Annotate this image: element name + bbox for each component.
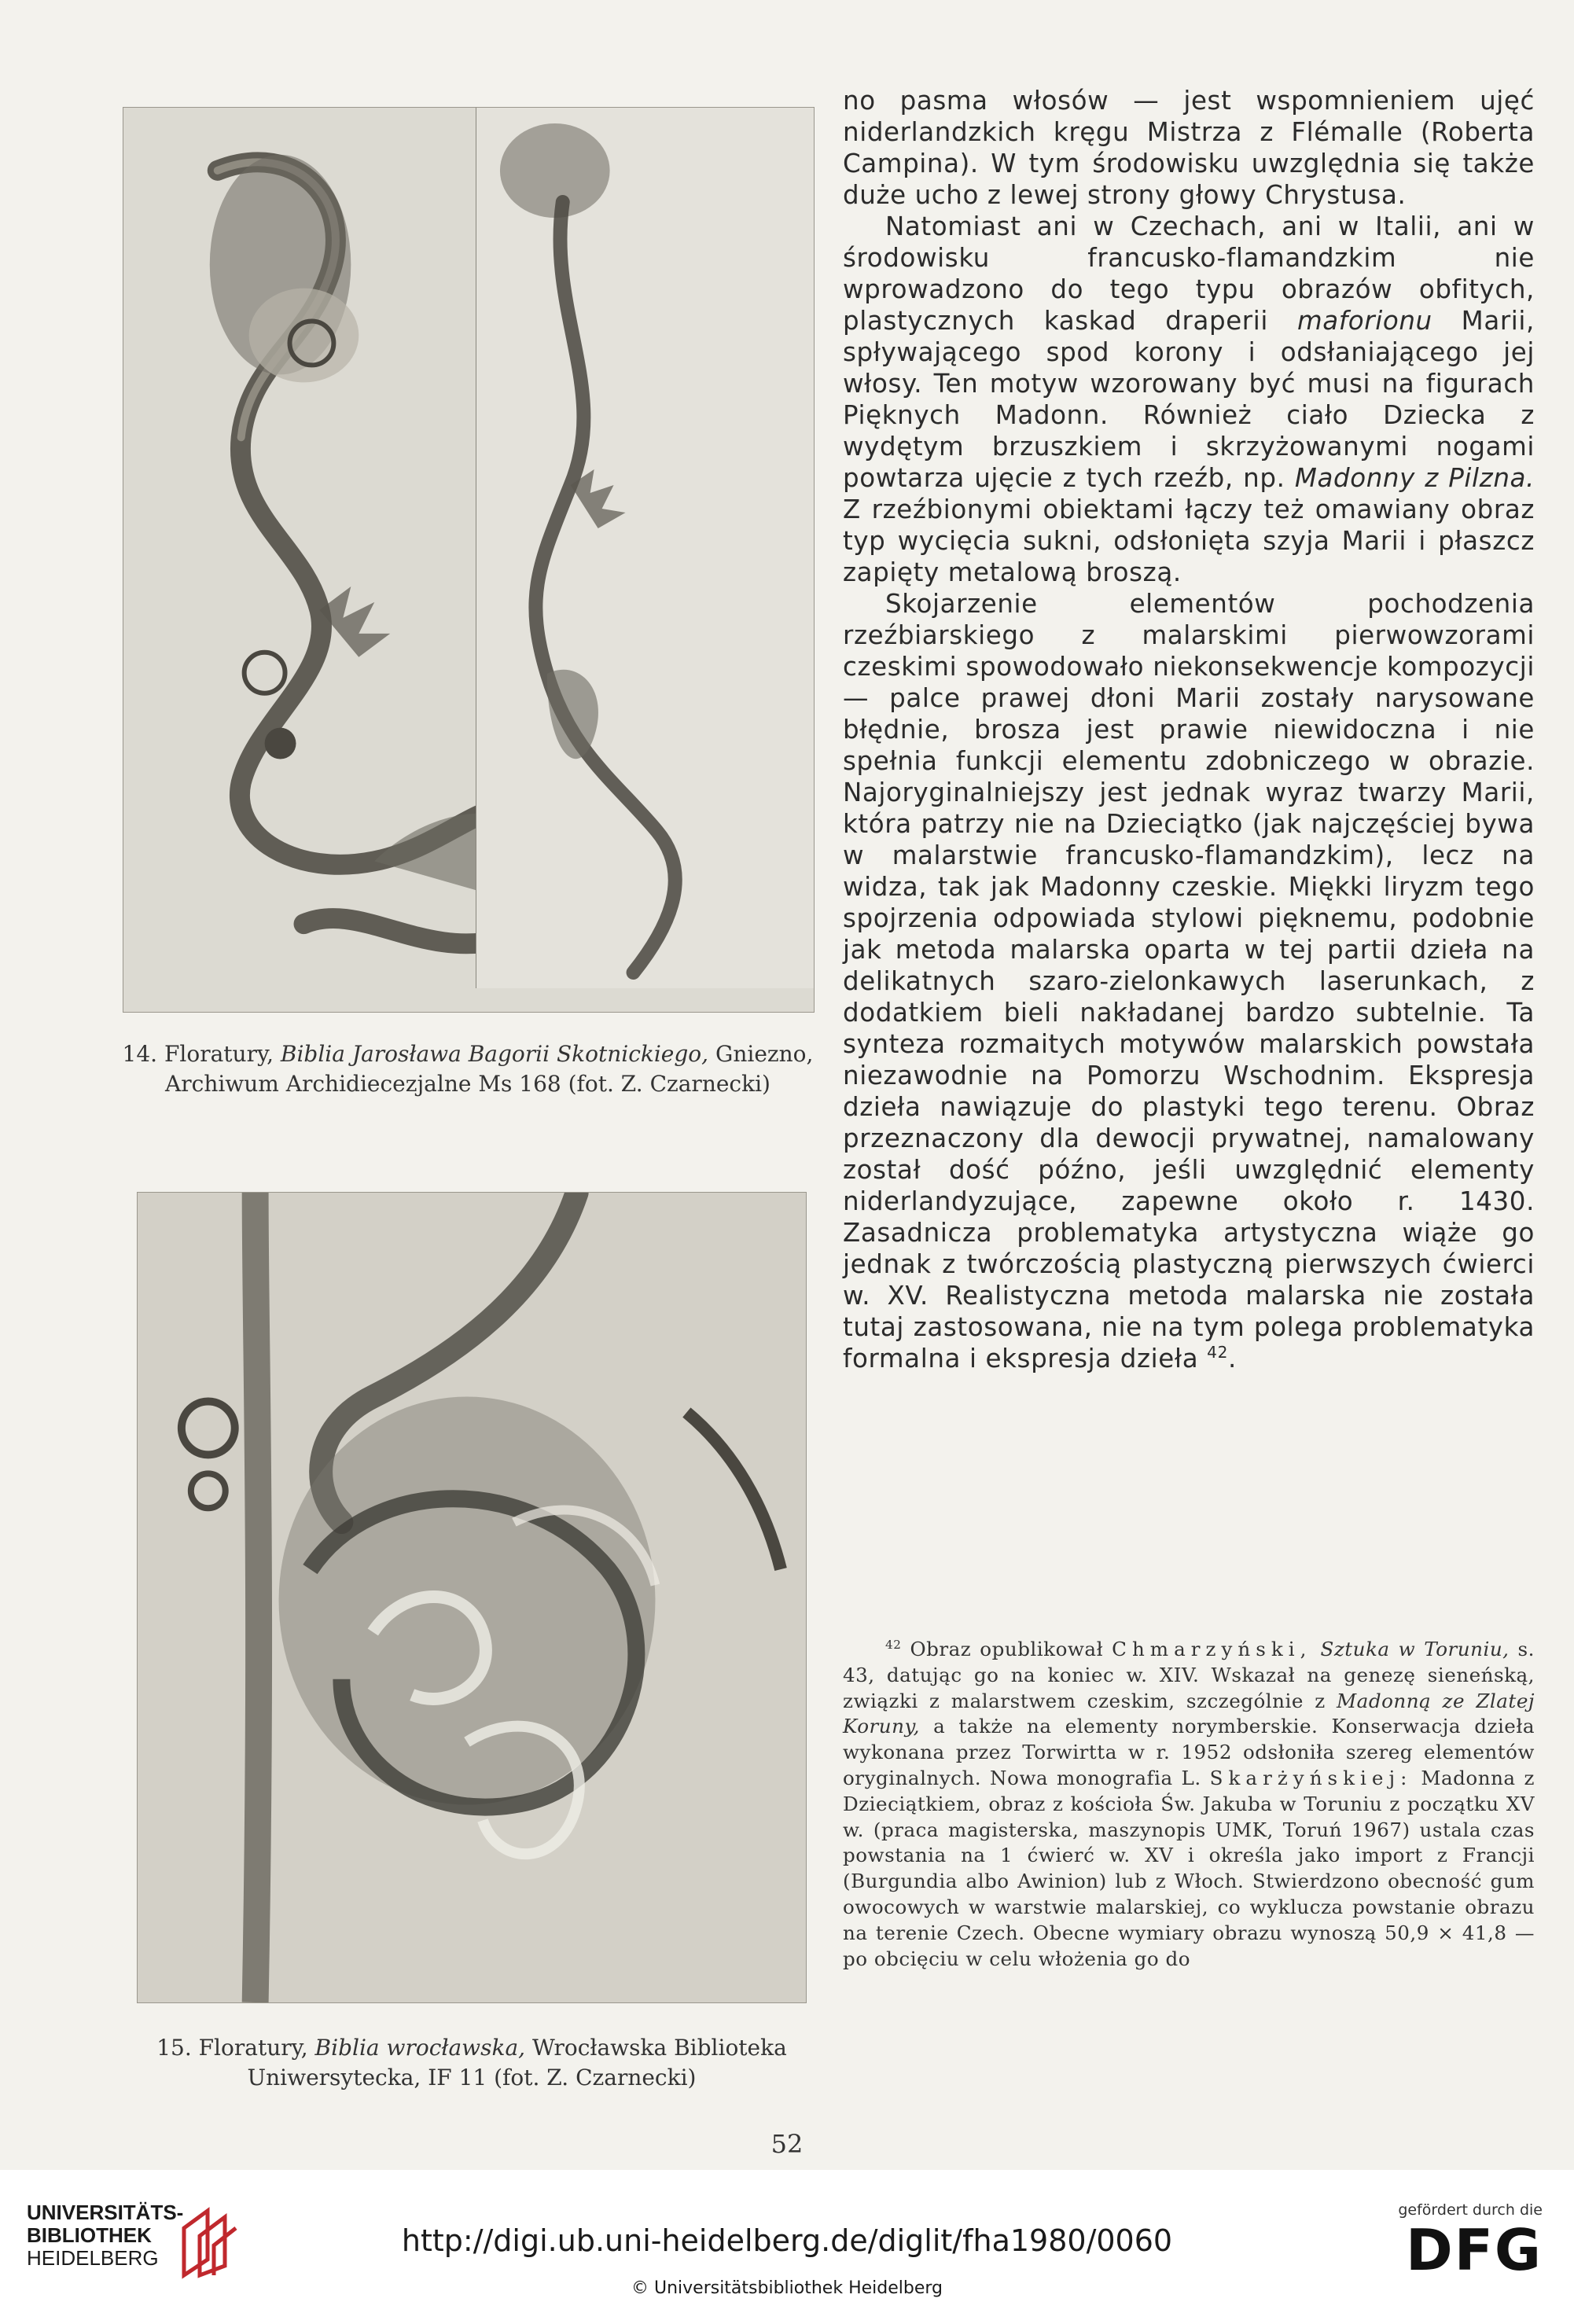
caption-rest: Gniezno, Archiwum Archidiecezjalne Ms 168 (fot. Z. Czarnecki) — [165, 1041, 814, 1097]
paragraph-2-text: Natomiast ani w Czechach, ani w Italii, ani w środowisku francusko-flamandzkim nie wprowadzono do tego typu obrazów obfitych, plastycznych kaskad draperii — [843, 211, 1535, 336]
paragraph-2 — [843, 211, 1535, 588]
funded-by-label: gefördert durch die — [1398, 2201, 1543, 2219]
caption-title: Biblia wrocławska, — [314, 2035, 526, 2061]
caption-title: Biblia Jarosława Bagorii Skotnickiego, — [280, 1041, 709, 1067]
body-text-column — [843, 85, 1535, 1374]
caption-number: 14. — [122, 1041, 158, 1067]
copyright-notice: © Universitätsbibliothek Heidelberg — [631, 2278, 943, 2298]
figure-14-inset-panel — [476, 108, 815, 988]
paragraph-3 — [843, 588, 1535, 1374]
floratura-leaf-illustration — [476, 108, 815, 988]
footnote-text: s. 43, datując go na koniec w. XIV. Wskazał na genezę sieneńską, związki z malarstwem czeskim, szczególnie z — [843, 1638, 1535, 1712]
paragraph-2-text: Z rzeźbionymi obiektami łączy też omawiany obraz typ wycięcia sukni, odsłonięta szyja Marii i płaszcz zapięty metalową broszą. — [843, 495, 1535, 587]
footnote-text: a także na elementy norymberskie. Konserwacja dzieła wykonana przez Torwirtta w r. 1952 odsłoniła szereg elementów oryginalnych. Nowa monografia L. — [843, 1715, 1535, 1789]
footnote-author: Chmarzyński, — [1112, 1638, 1312, 1660]
footnote-author: Skarżyńskiej: — [1209, 1766, 1413, 1789]
permalink-url[interactable]: http://digi.ub.uni-heidelberg.de/diglit/fha1980/0060 — [401, 2223, 1173, 2258]
caption-number: 15. — [156, 2035, 192, 2061]
paragraph-2-italic-title: Madonny z Pilzna. — [1294, 463, 1535, 493]
page-number: 52 — [770, 2129, 804, 2159]
paragraph-3-text: Skojarzenie elementów pochodzenia rzeźbiarskiego z malarskimi pierwowzorami czeskimi spowodowało niekonsekwencje kompozycji — palce prawej dłoni Marii zostały narysowane błędnie, brosza jest prawie niewidoczna i nie spełnia funkcji elementu zdobniczego w obrazie. Najoryginalniejszy jest jednak wyraz twarzy Marii, która patrzy nie na Dzieciątko (jak najczęściej bywa w malarstwie francusko-flamandzkim), lecz na widza, tak jak Madonny czeskie. Miękki liryzm tego spojrzenia odpowiada stylowi pięknemu, podobnie jak metoda malarska oparta w tej partii dzieła na delikatnych szaro-zielonkawych laserunkach, z dodatkiem bieli nakładanej bardzo subtelnie. Ta synteza rozmaitych motywów malarskich powstała niezawodnie na Pomorzu Wschodnim. Ekspresja dzieła nawiązuje do plastyki tego terenu. Obraz przeznaczony dla dewocji prywatnej, namalowany został dość późno, jeśli uwzględnić elementy niderlandyzujące, zapewne około r. 1430. Zasadnicza problematyka artystyczna wiąże go jednak z twórczością plastyczną pierwszych ćwierci w. XV. Realistyczna metoda malarska nie została tutaj zastosowana, nie na tym polega problematyka formalna i ekspresja dzieła — [843, 589, 1535, 1373]
paragraph-3-end: . — [1228, 1344, 1237, 1373]
footnote-title: Sztuka w Toruniu, — [1311, 1638, 1510, 1660]
footnote-reference[interactable]: 42 — [1207, 1343, 1229, 1362]
footnote-number: 42 — [885, 1637, 902, 1652]
dfg-logo — [1377, 2201, 1543, 2304]
figure-14-image — [123, 107, 815, 1013]
footnote-text: Madonna z Dzieciątkiem, obraz z kościoła Św. Jakuba w Toruniu z początku XV w. (praca magisterska, maszynopis UMK, Toruń 1967) ustala czas powstania na 1 ćwierć w. XV i określa jako import z Francji (Burgundia albo Awinion) lub z Włoch. Stwierdzono obecność gum owocowych w warstwie malarskiej, co wyklucza powstanie obrazu na terenie Czech. Obecne wymiary obrazu wynoszą 50,9 × 41,8 — po obcięciu w celu włożenia go do — [843, 1766, 1535, 1970]
library-name-line3: HEIDELBERG — [27, 2246, 159, 2270]
library-name-line1: UNIVERSITÄTS- — [27, 2201, 184, 2224]
figure-14-caption — [110, 1039, 826, 1099]
figure-15-caption — [118, 2033, 826, 2093]
footnote-title: Madonną ze Zlatej Koruny, — [843, 1689, 1535, 1738]
paragraph-1: no pasma włosów — jest wspomnieniem ujęć niderlandzkich kręgu Mistrza z Flémalle (Roberta Campina). W tym środowisku uwzględnia się także duże ucho z lewej strony głowy Chrystusa. — [843, 86, 1535, 210]
paragraph-2-text: Marii, spływającego spod korony i odsłaniającego jej włosy. Ten motyw wzorowany być musi na figurach Pięknych Madonn. Również ciało Dziecka z wydętym brzuszkiem i skrzyżowanymi nogami powtarza ujęcie z tych rzeźb, np. — [843, 306, 1535, 493]
paragraph-2-italic-term: maforionu — [1296, 306, 1432, 336]
caption-pre: Floratury, — [198, 2035, 308, 2061]
footnote-42 — [843, 1637, 1535, 1972]
library-name-line2: BIBLIOTHEK — [27, 2223, 152, 2247]
footnote-text: Obraz opublikował — [901, 1638, 1112, 1660]
figure-15-image — [137, 1192, 807, 2003]
caption-pre: Floratury, — [164, 1041, 274, 1067]
caption-rest: Wrocławska Biblioteka Uniwersytecka, IF 11 (fot. Z. Czarnecki) — [247, 2035, 787, 2090]
dfg-wordmark: DFG — [1405, 2217, 1543, 2283]
floratura-acanthus-illustration — [138, 1193, 806, 2002]
